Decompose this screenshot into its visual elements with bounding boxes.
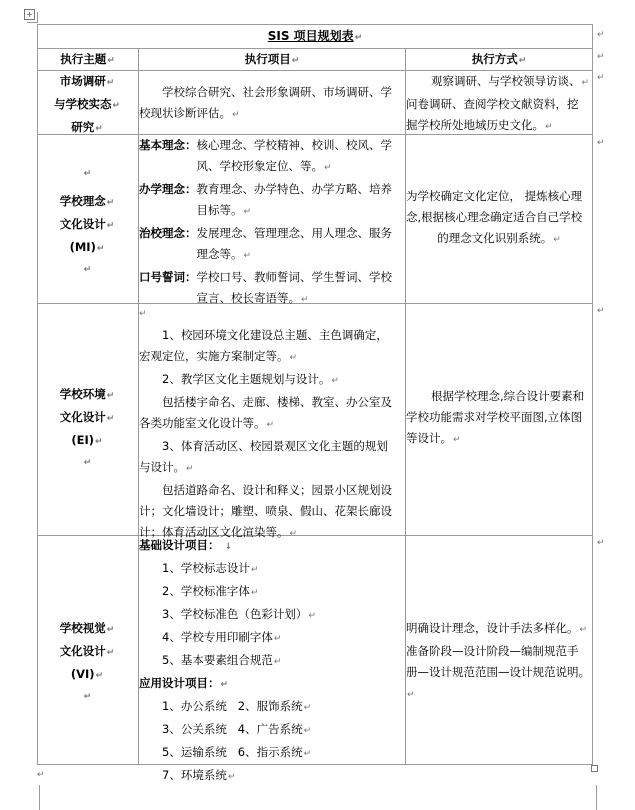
row3-items: ↵ 1、校园环境文化建设总主题、主色调确定， 宏观定位，实施方案制定等。↵ 2、教学区文化主题规划与设计。↵ 包括楼宇命名、走廊、楼梯、教室、办公室及 各类功能室文化设计等。↵ 3、体育活动区、校园景观区文化主题的规划 与设计。↵ 包括道路命名、设计和释义；园景小区规划设 计；文化墙设计；雕塑、喷泉、假山、花架长廊设 计；体育活动区文化渲染等。↵ xyxy=(139,309,392,539)
mi-governance-concept: 治校理念： 发展理念、管理理念、用人理念、服务 理念等。↵ xyxy=(139,226,392,261)
row4-theme: 学校视觉↵ 文化设计↵ (VI)↵ ↵ xyxy=(59,621,115,702)
row-end-mark: ↵ xyxy=(597,306,605,316)
row4-method: 明确设计理念，设计手法多样化。↵ 准备阶段—设计阶段—编制规范手 册—设计规范范围—设计规范说明。↵ xyxy=(406,621,590,700)
row1-method: 观察调研、与学校领导访谈、↵ 问卷调研、查阅学校文献资料，挖 掘学校所处地域历史文化。↵ xyxy=(406,74,590,132)
header-method: 执行方式↵ xyxy=(471,52,527,66)
row-end-mark: ↵ xyxy=(597,138,605,148)
row1-items: 学校综合研究、社会形象调研、市场调研、学 校现状诊断评估。↵ xyxy=(139,85,392,120)
row-end-mark: ↵ xyxy=(597,30,605,40)
row-end-mark: ↵ xyxy=(597,52,605,62)
row-end-mark: ↵ xyxy=(597,73,605,83)
vi-applied-heading: 应用设计项目：↵ xyxy=(139,676,229,690)
header-items: 执行项目↵ xyxy=(244,52,300,66)
mi-school-running-concept: 办学理念： 教育理念、办学特色、办学方略、培养 目标等。↵ xyxy=(139,182,392,217)
row-end-mark: ↵ xyxy=(597,538,605,548)
row3-theme: 学校环境↵ 文化设计↵ (EI)↵ ↵ xyxy=(59,387,115,468)
sis-plan-table xyxy=(37,24,593,782)
mi-basic-concept: 基本理念： 核心理念、学校精神、校训、校风、学 风、学校形象定位、等。↵ xyxy=(139,138,392,173)
row2-theme: ↵ 学校理念↵ 文化设计↵ (MI)↵ ↵ xyxy=(59,169,115,275)
vi-basic-heading: 基础设计项目： ↓ xyxy=(139,538,233,552)
row2-method: 为学校确定文化定位， 提炼核心理 念,根据核心理念确定适合自己学校 的理念文化识别系统。↵ xyxy=(406,189,583,245)
row1-theme: 市场调研↵ 与学校实态↵ 研究↵ xyxy=(53,74,121,134)
row4-items: 基础设计项目： ↓ 1、学校标志设计↵ 2、学校标准字体↵ 3、学校标准色（色彩计划）↵ 4、学校专用印刷字体↵ 5、基本要素组合规范↵ 应用设计项目：↵ 1、办公系统 2、服饰系统↵ 3、公关系统 4、广告系统↵ 5、运输系统 6、指示系统↵ 7、环境系统↵ xyxy=(139,535,405,788)
table-resize-handle-icon[interactable] xyxy=(591,765,598,772)
mi-slogan-oath: 口号誓词： 学校口号、教师誓词、学生誓词、学校 宣言、校长寄语等。↵ xyxy=(139,270,392,305)
crop-mark-bottom-left xyxy=(35,785,40,810)
crop-mark-top-left xyxy=(27,12,38,23)
table-title: SIS 项目规划表↵ xyxy=(267,29,363,43)
paragraph-mark: ↵ xyxy=(37,770,45,780)
row3-method: 根据学校理念,综合设计要素和 学校功能需求对学校平面图,立体图 等设计。↵ xyxy=(406,389,585,445)
crop-mark-bottom-right xyxy=(596,785,601,810)
header-theme: 执行主题↵ xyxy=(60,52,115,66)
row2-items xyxy=(139,135,405,311)
table-move-handle-icon[interactable]: + xyxy=(24,9,35,20)
